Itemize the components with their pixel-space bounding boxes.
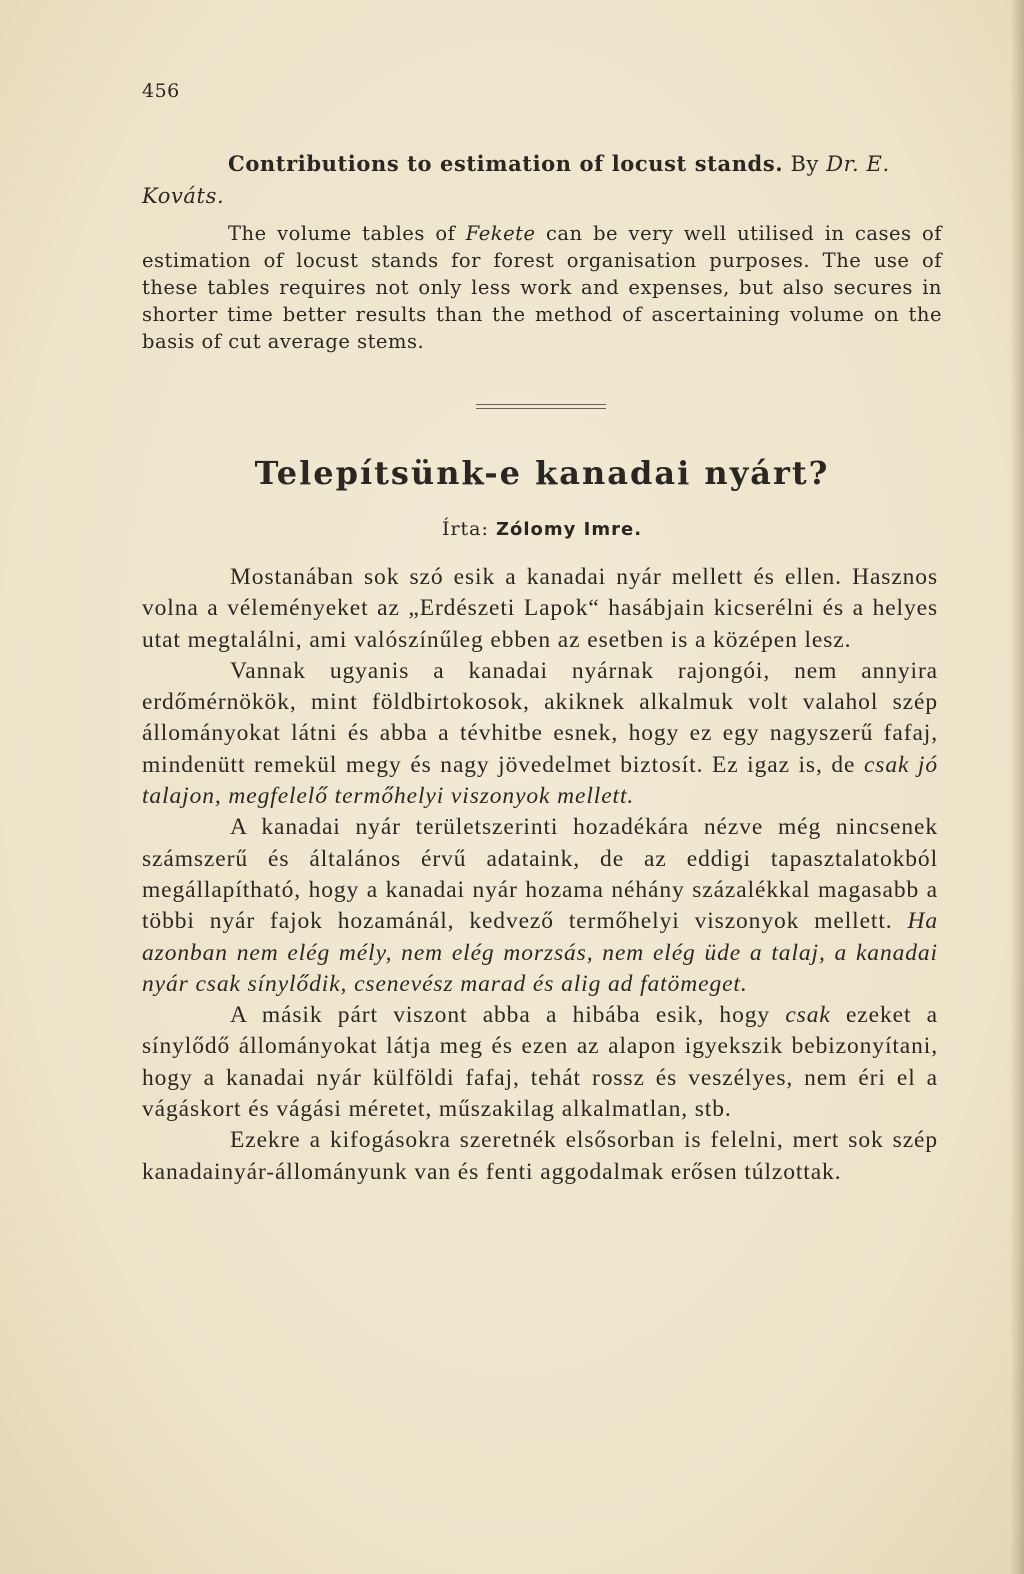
paragraph-text: Vannak ugyanis a kanadai nyárnak rajongói, nem annyira erdőmérnökök, mint földbirtokosok, akiknek alkalmuk volt valahol szép állományokat látni és abba a tévhitbe esnek, hogy ez egy nagyszerű fafaj, mindenütt remekül megy és nagy jövedelmet biztosít. Ez igaz is, de bbox=[142, 657, 938, 778]
paragraph-text: Ezekre a kifogásokra szeretnék elsősorban is felelni, mert sok szép kanadainyár-állományunk van és fenti aggodalmak erősen túlzottak. bbox=[142, 1127, 938, 1185]
paragraph-emphasis: Ha azonban nem elég mély, nem elég morzsás, nem elég üde a talaj, a kanadai nyár csak sínylődik, csenevész marad és alig ad fatömeget. bbox=[142, 908, 938, 997]
article-byline bbox=[142, 518, 942, 540]
article-title: Telepítsünk-e kanadai nyárt? bbox=[254, 454, 830, 492]
page-edge-shadow bbox=[1010, 0, 1024, 1574]
abstract-title-text: Contributions to estimation of locust stands. bbox=[228, 151, 784, 176]
section-divider bbox=[476, 404, 606, 409]
abstract-body-part-italic: Fekete bbox=[465, 222, 536, 245]
paragraph-emphasis: csak bbox=[785, 1002, 831, 1029]
english-abstract bbox=[142, 148, 942, 355]
article-author: Zólomy Imre. bbox=[495, 519, 643, 540]
abstract-body-part: The volume tables of bbox=[228, 222, 466, 245]
byline-prefix: Írta: bbox=[441, 518, 496, 540]
article-body bbox=[142, 562, 938, 1188]
abstract-title bbox=[142, 148, 942, 212]
paragraph-text: Mostanában sok szó esik a kanadai nyár mellett és ellen. Hasznos volna a véleményeket az „Erdészeti Lapok“ hasábjain kicserélni és a helyes utat megtalálni, ami valószínűleg ebben az esetben is a középen lesz. bbox=[142, 564, 938, 653]
page-number: 456 bbox=[142, 80, 180, 102]
article-paragraph bbox=[142, 562, 938, 656]
paragraph-text: ezeket a sínylődő állományokat látja meg és ezen az alapon igyekszik bebizonyítani, hogy a kanadai nyár külföldi fafaj, tehát rossz és veszélyes, nem éri el a vágáskort és vágási méretet, műszakilag alkalmatlan, stb. bbox=[142, 1002, 939, 1123]
abstract-author: Dr. E. Kováts. bbox=[142, 152, 890, 208]
article-paragraph bbox=[142, 812, 938, 1000]
paragraph-text: A másik párt viszont abba a hibába esik, hogy bbox=[230, 1002, 786, 1029]
paragraph-emphasis: csak jó talajon, megfelelő termőhelyi viszonyok mellett. bbox=[142, 751, 938, 810]
abstract-by: By bbox=[783, 152, 827, 176]
abstract-body-part: can be very well utilised in cases of estimation of locust stands for forest organisation purposes. The use of these tables requires not only less work and expenses, but also secures in shorter time better results than the method of ascertaining volume on the basis of cut average stems. bbox=[142, 222, 942, 353]
article-paragraph bbox=[142, 1125, 938, 1188]
paragraph-text: A kanadai nyár területszerinti hozadékára nézve még nincsenek számszerű és általános érvű adataink, de az eddigi tapasztalatokból megállapítható, hogy a kanadai nyár hozama néhány százalékkal magasabb a többi nyár fajok hozamánál, kedvező termőhelyi viszonyok mellett. bbox=[142, 814, 938, 935]
article-paragraph bbox=[142, 1000, 938, 1125]
abstract-body bbox=[142, 220, 942, 355]
article-paragraph bbox=[142, 656, 938, 812]
